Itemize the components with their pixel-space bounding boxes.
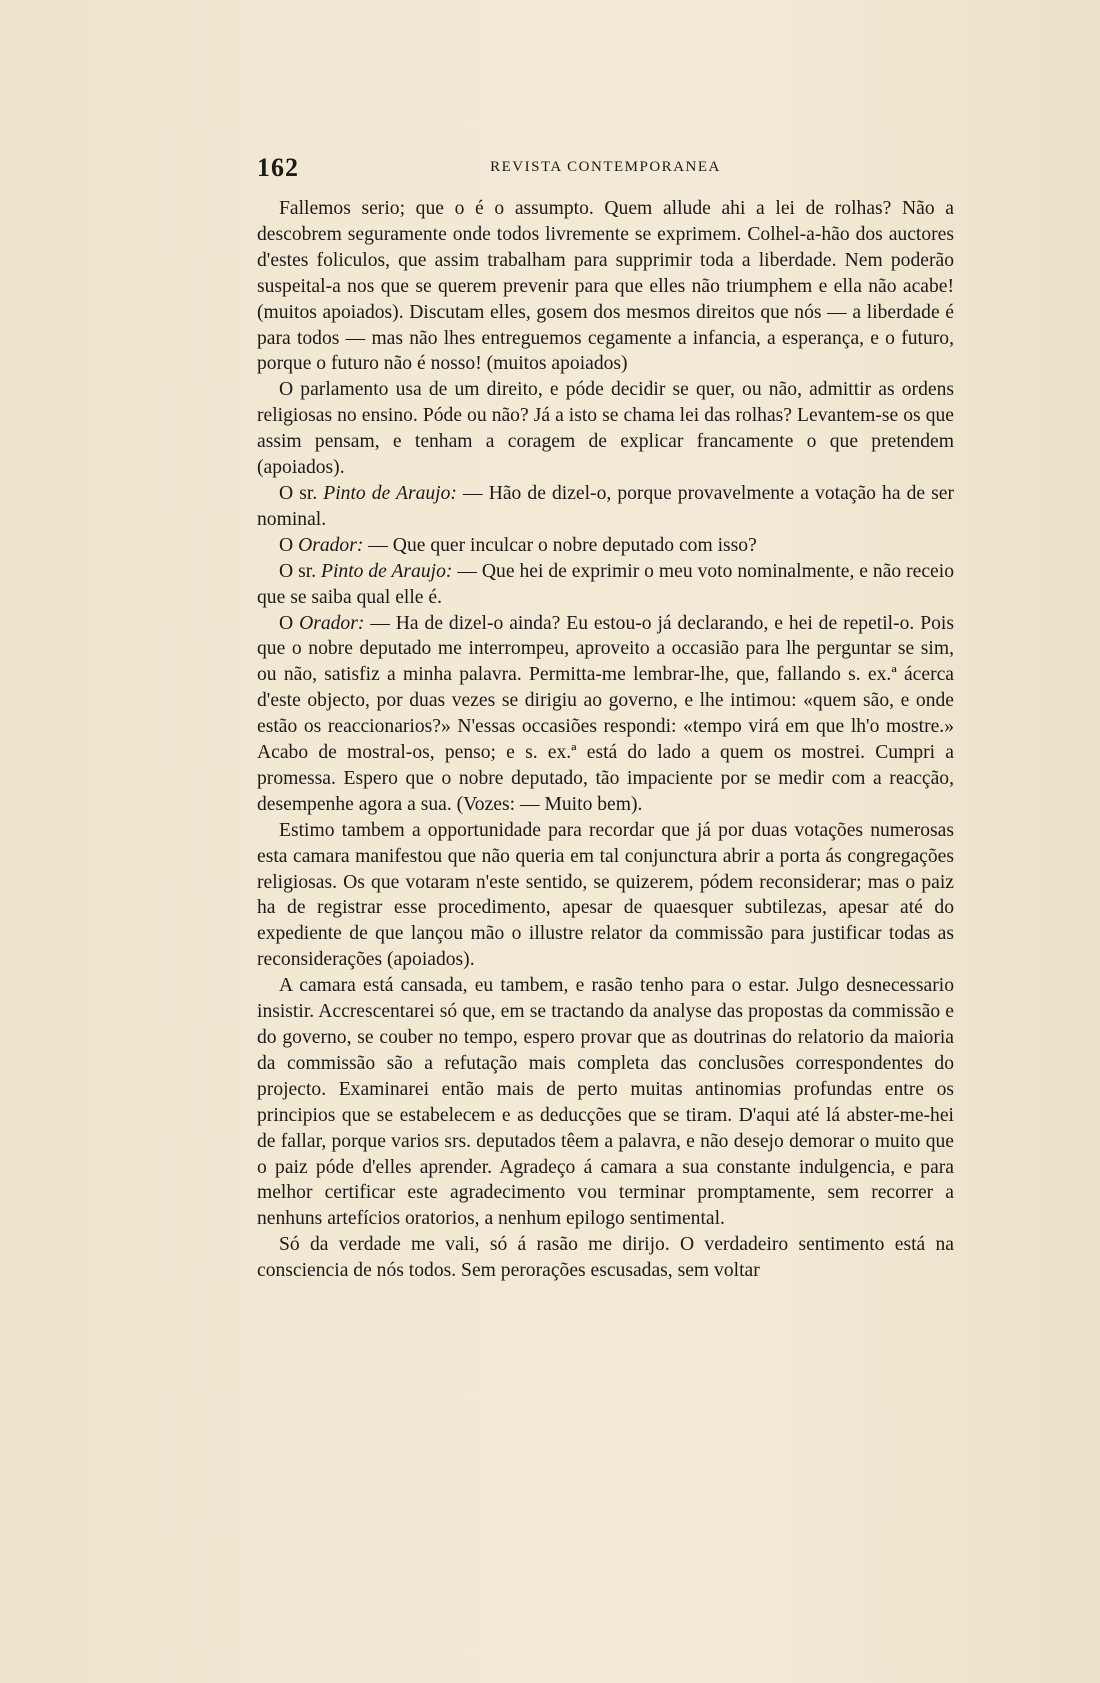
speech: — Ha de dizel-o ainda? Eu estou-o já declarando, e hei de repetil-o. Pois que o nobre deputado me interrompeu, aproveito a occasião para lhe perguntar se sim, ou não, satisfiz a minha palavra. Permitta-me lembrar-lhe, que, fallando s. ex.ª ácerca d'este objecto, por duas vezes se dirigiu ao governo, e lhe intimou: «quem são, e onde estão os reaccionarios?» N'essas occasiões respondi: «tempo virá em que lh'o mostre.» Acabo de mostral-os, penso; e s. ex.ª está do lado a quem os mostrei. Cumpri a promessa. Espero que o nobre deputado, tão impaciente por se medir com a reacção, desempenhe agora a sua. (Vozes: — Muito bem). bbox=[257, 612, 954, 815]
speaker-name: Orador: bbox=[298, 534, 364, 556]
page-header bbox=[257, 153, 954, 187]
speech: — Hão de dizel-o, porque provavelmente a votação ha de ser nominal. bbox=[257, 482, 955, 530]
paragraph: Fallemos serio; que o é o assumpto. Quem allude ahi a lei de rolhas? Não a descobrem seguramente onde todos livremente se exprimem. Colhel-a-hão dos auctores d'estes foliculos, que assim trabalham para supprimir toda a liberdade. Nem poderão suspeital-a nos que se querem prevenir para que elles não triumphem e ella não acabe! (muitos apoiados). Discutam elles, gosem dos mesmos direitos que nós — a liberdade é para todos — mas não lhes entreguemos cegamente a infancia, a esperança, e o futuro, porque o futuro não é nosso! (muitos apoiados) bbox=[257, 198, 954, 375]
body-text bbox=[257, 196, 954, 1284]
speaker-prefix: O bbox=[279, 612, 294, 634]
speech: — Que quer inculcar o nobre deputado com isso? bbox=[368, 534, 757, 556]
page-number: 162 bbox=[257, 153, 299, 182]
paragraph-dialogue bbox=[257, 559, 954, 611]
speech: — Que hei de exprimir o meu voto nominalmente, e não receio que se saiba qual elle é. bbox=[257, 560, 954, 608]
speaker-name: Pinto de Araujo: bbox=[321, 560, 453, 582]
speaker-name: Orador: bbox=[299, 612, 365, 634]
paragraph: A camara está cansada, eu tambem, e rasão tenho para o estar. Julgo desnecessario insistir. Accrescentarei só que, em se tractando da analyse das propostas da commissão e do governo, se couber no tempo, espero provar que as doutrinas do relatorio da maioria da commissão são a refutação mais completa das conclusões correspondentes do projecto. Examinarei então mais de perto muitas antinomias profundas entre os principios que se estabelecem e as deducções que se tiram. D'aqui até lá abster-me-hei de fallar, porque varios srs. deputados têem a palavra, e não desejo demorar o muito que o paiz póde d'elles aprender. Agradeço á camara a sua constante indulgencia, e para melhor certificar este agradecimento vou terminar promptamente, sem recorrer a nenhuns artefícios oratorios, a nenhum epilogo sentimental. bbox=[257, 975, 954, 1230]
speaker-name: Pinto de Araujo: bbox=[323, 482, 457, 504]
speaker-prefix: O sr. bbox=[279, 560, 317, 582]
paragraph: O parlamento usa de um direito, e póde decidir se quer, ou não, admittir as ordens religiosas no ensino. Póde ou não? Já a isto se chama lei das rolhas? Levantem-se os que assim pensam, e tenham a coragem de explicar francamente o que pretendem (apoiados). bbox=[257, 379, 954, 479]
speaker-prefix: O bbox=[279, 534, 294, 556]
paragraph-dialogue bbox=[257, 611, 954, 818]
paragraph: Estimo tambem a opportunidade para recordar que já por duas votações numerosas esta camara manifestou que não queria em tal conjunctura abrir a porta ás congregações religiosas. Os que votaram n'este sentido, se quizerem, pódem reconsiderar; mas o paiz ha de registrar esse procedimento, apesar de quaesquer subtilezas, apesar até do expediente de que lançou mão o illustre relator da commissão para justificar todas as reconsiderações (apoiados). bbox=[257, 819, 954, 971]
paragraph-dialogue bbox=[257, 481, 954, 533]
paragraph-dialogue bbox=[257, 533, 954, 559]
paragraph: Só da verdade me vali, só á rasão me dirijo. O verdadeiro sentimento está na consciencia de nós todos. Sem perorações escusadas, sem voltar bbox=[257, 1234, 954, 1282]
running-head: REVISTA CONTEMPORANEA bbox=[490, 159, 721, 175]
speaker-prefix: O sr. bbox=[279, 482, 318, 504]
